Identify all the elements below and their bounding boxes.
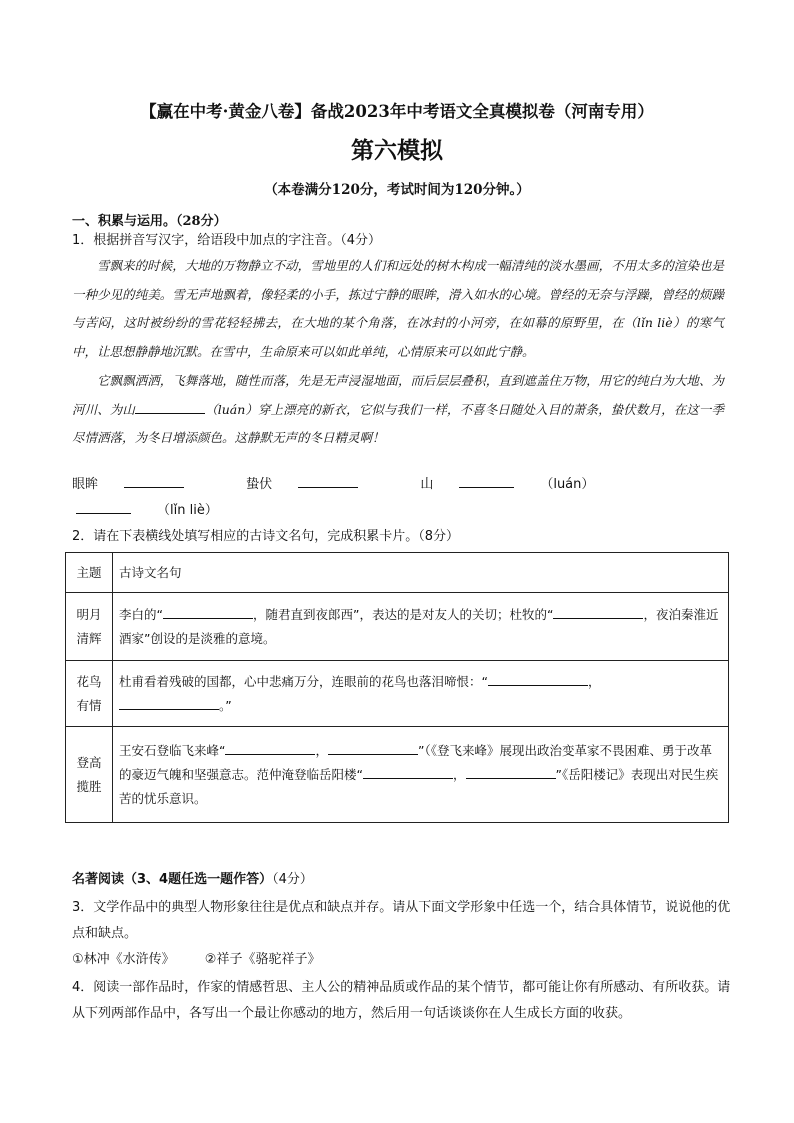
row2-text-a: 杜甫看着残破的国都，心中悲痛万分，连眼前的花鸟也落泪啼恨：“ xyxy=(119,673,488,689)
table-row-1 xyxy=(66,593,729,661)
q2-prompt: 2．请在下表横线处填写相应的古诗文名句，完成积累卡片。（8分） xyxy=(72,529,460,544)
table-row-2 xyxy=(66,661,729,727)
row1-text-a: 李白的“ xyxy=(119,606,163,622)
q1-prompt: 1．根据拼音写汉字，给语段中加点的字注音。（4分） xyxy=(72,233,382,248)
q1-paragraph-1: 雪飘来的时候，大地的万物静立不动，雪地里的人们和远处的树木构成一幅清纯的淡水墨画，不用太多的渲染也是一种少见的纯美。雪无声地飘着，像轻柔的小手，拣过宁静的眼眸，滑入如水的心境。曾经的无奈与浮躁，曾经的烦躁与苦闷，这时被纷纷的雪花轻轻拂去，在大地的某个角落，在冰封的小河旁，在如幕的原野里，在（lǐn liè）的寒气中，让思想静静地沉默。在雪中，生命原来可以如此单纯，心情原来可以如此宁静。 xyxy=(72,258,724,359)
section1-heading: 一、积累与运用。（28分） xyxy=(72,214,227,229)
q3-option-2: ②祥子《骆驼祥子》 xyxy=(204,952,321,967)
row2-blank-2[interactable] xyxy=(119,695,219,710)
row2-text-b: ， xyxy=(587,673,601,689)
fill-item-4 xyxy=(76,503,244,518)
table-header-theme: 主题 xyxy=(66,553,113,593)
q3-options xyxy=(72,947,732,973)
row1-blank-2[interactable] xyxy=(553,604,643,619)
q1-para2-part-a: 它飘飘洒洒，飞舞落地，随性而落，先是无声浸湿地面，而后层层叠积，直到遮盖住万物，用它的纯白为大地、为河川、为山 xyxy=(72,373,724,417)
section2-heading-score: （4分） xyxy=(272,872,313,887)
q3-option-1: ①林冲《水浒传》 xyxy=(72,952,175,967)
row1-text-c: ，夜泊秦淮近酒家”创设的是淡雅的意境。 xyxy=(119,606,719,646)
row1-content xyxy=(113,593,729,661)
exam-info: （本卷满分120分，考试时间为120分钟。） xyxy=(264,182,530,198)
fill-pinyin-4: （lǐn liè） xyxy=(157,503,218,518)
answer-blank-4[interactable] xyxy=(76,499,131,514)
accumulation-card-table xyxy=(65,552,729,823)
row3-blank-3[interactable] xyxy=(363,764,453,779)
answer-blank-1[interactable] xyxy=(124,473,184,488)
answer-blank-2[interactable] xyxy=(298,473,358,488)
answer-blank-3[interactable] xyxy=(459,473,514,488)
fill-label-3: 山 xyxy=(420,477,434,492)
row1-text-b: ，随君直到夜郎西”，表达的是对友人的关切；杜牧的“ xyxy=(252,606,554,622)
fill-label-1: 眼眸 xyxy=(72,477,99,492)
row2-blank-1[interactable] xyxy=(488,671,588,686)
q1-passage xyxy=(72,252,724,453)
fill-item-2 xyxy=(246,477,384,492)
fill-label-2: 蛰伏 xyxy=(246,477,273,492)
row3-blank-1[interactable] xyxy=(225,740,315,755)
row2-content xyxy=(113,661,729,727)
row3-text-c: ”（《登飞来峰》展现出政治变革家不畏困难、勇于改革的豪迈气魄和坚强意志。范仲淹登临岳阳楼“ xyxy=(119,742,712,782)
row3-text-a: 王安石登临飞来峰“ xyxy=(119,742,226,758)
q1-answer-row xyxy=(72,472,732,524)
row3-blank-2[interactable] xyxy=(328,740,418,755)
row3-content xyxy=(113,727,729,823)
table-row-3 xyxy=(66,727,729,823)
row3-text-b: ， xyxy=(315,742,328,758)
row3-blank-4[interactable] xyxy=(466,764,556,779)
table-header-lines: 古诗文名句 xyxy=(113,553,729,593)
fill-pinyin-3: （luán） xyxy=(540,477,595,492)
row1-theme: 明月清辉 xyxy=(66,593,113,661)
exam-title: 【赢在中考·黄金八卷】备战2023年中考语文全真模拟卷（河南专用） xyxy=(140,102,654,121)
blank-luan-passage[interactable] xyxy=(135,399,205,414)
q1-paragraph-2 xyxy=(72,367,724,453)
q3-prompt: 3．文学作品中的典型人物形象往往是优点和缺点并存。请从下面文学形象中任选一个，结合具体情节，说说他的优点和缺点。 xyxy=(72,900,731,941)
row2-text-c: 。” xyxy=(219,697,232,713)
exam-subtitle: 第六模拟 xyxy=(351,137,443,164)
section2-heading-text: 名著阅读（3、4题任选一题作答） xyxy=(72,872,273,887)
row3-theme: 登高揽胜 xyxy=(66,727,113,823)
section2-heading xyxy=(72,867,732,893)
row1-blank-1[interactable] xyxy=(163,604,253,619)
row2-theme: 花鸟有情 xyxy=(66,661,113,727)
table-header-row xyxy=(66,553,729,593)
row3-text-d: ， xyxy=(452,766,466,782)
q1-para2-part-b: （luán）穿上漂亮的新衣，它似与我们一样，不喜冬日随处入目的萧条，蛰伏数月，在这一季尽情洒落，为冬日增添颜色。这静默无声的冬日精灵啊！ xyxy=(72,401,724,445)
fill-item-3 xyxy=(420,477,620,492)
fill-item-1 xyxy=(72,477,210,492)
q4-prompt: 4．阅读一部作品时，作家的情感哲思、主人公的精神品质或作品的某个情节，都可能让你有所感动、有所收获。请从下列两部作品中，各写出一个最让你感动的地方，然后用一句话谈谈你在人生成长方面的收获。 xyxy=(72,980,731,1021)
row3-text-e: ”《岳阳楼记》表现出对民生疾苦的忧乐意识。 xyxy=(119,766,719,806)
